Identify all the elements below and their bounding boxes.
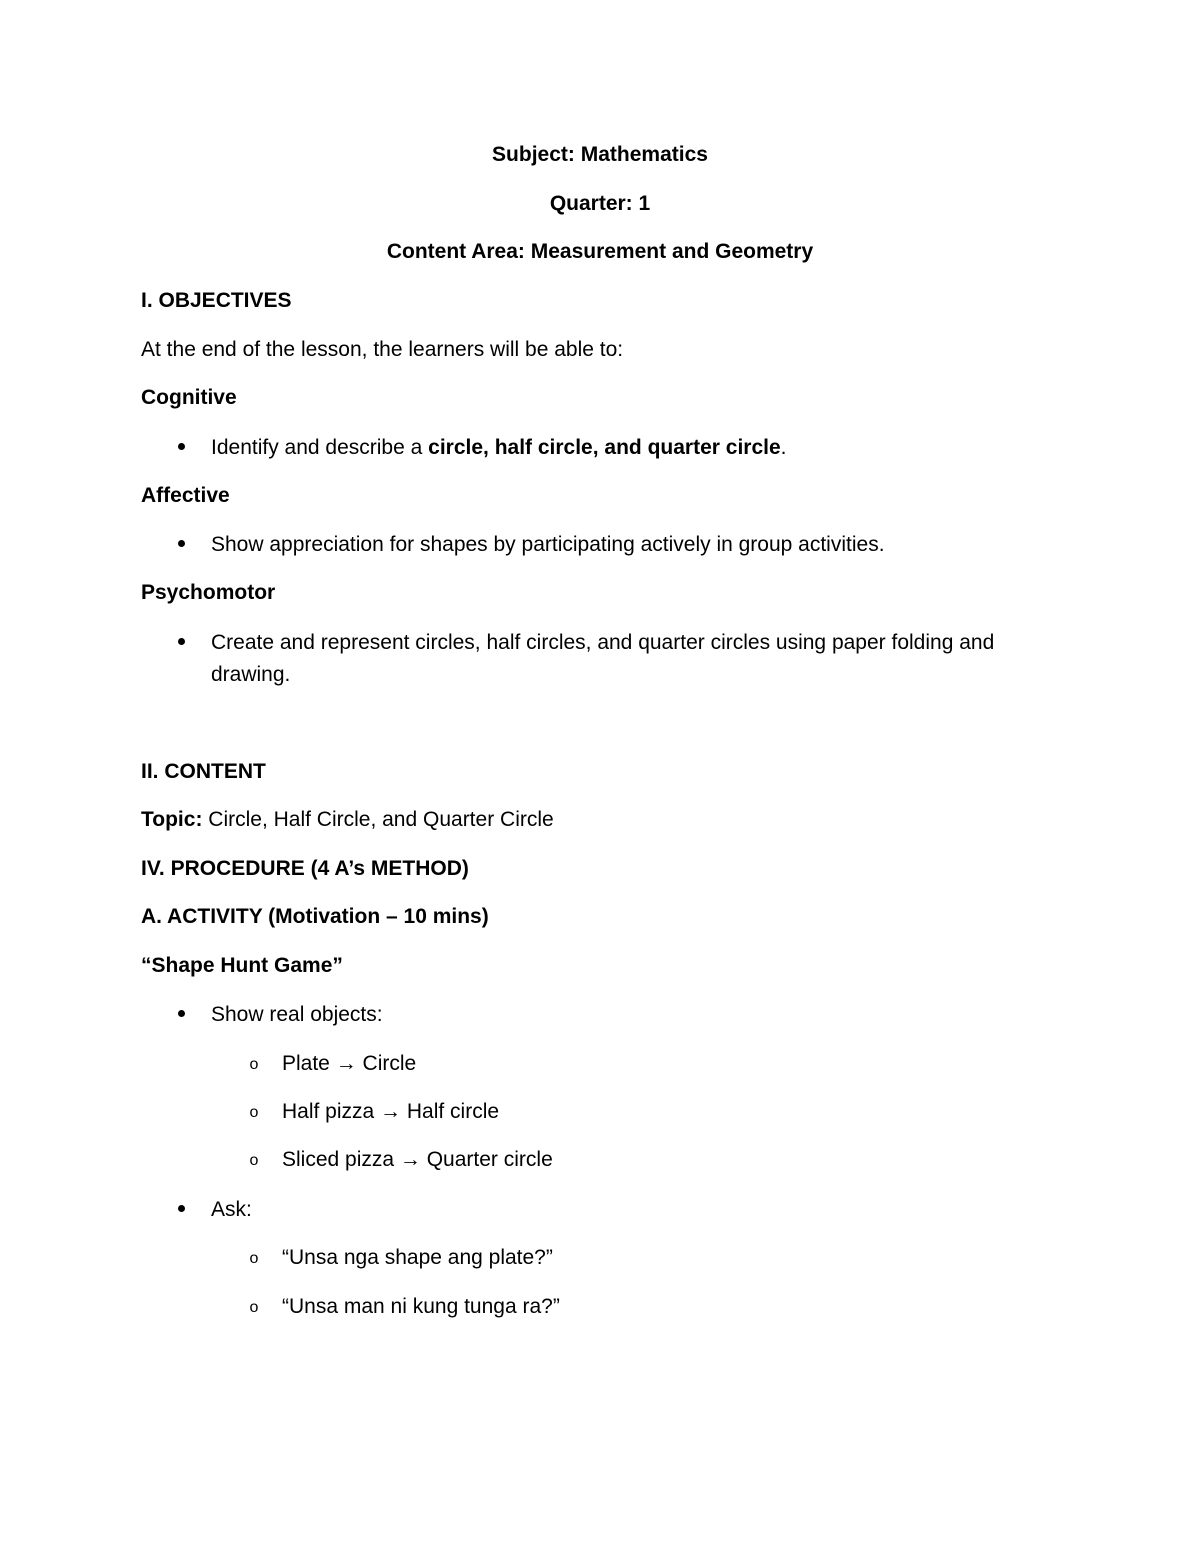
- bullet-icon: [172, 530, 190, 560]
- show-label: Show real objects:: [211, 1003, 383, 1026]
- bullet-icon: [172, 628, 190, 658]
- object-item: Plate → Circle: [282, 1052, 417, 1075]
- sub-bullet-icon: o: [249, 1250, 259, 1267]
- content-heading: II. CONTENT: [141, 760, 266, 783]
- object-item: Sliced pizza → Quarter circle: [282, 1148, 553, 1171]
- objectives-intro: At the end of the lesson, the learners will be able to:: [141, 338, 624, 361]
- activity-heading: A. ACTIVITY (Motivation – 10 mins): [141, 905, 489, 928]
- cognitive-item-suffix: .: [780, 436, 787, 459]
- sub-bullet-icon: o: [249, 1104, 259, 1121]
- bullet-icon: [172, 1000, 190, 1030]
- question-item: “Unsa nga shape ang plate?”: [282, 1246, 553, 1269]
- cognitive-label: Cognitive: [141, 386, 237, 409]
- affective-item: Show appreciation for shapes by participating actively in group activities.: [211, 533, 885, 556]
- ask-label: Ask:: [211, 1198, 252, 1221]
- content-area-line: Content Area: Measurement and Geometry: [386, 240, 814, 263]
- psychomotor-item-line1: Create and represent circles, half circles, and quarter circles using paper folding and: [211, 631, 995, 654]
- affective-label: Affective: [141, 484, 230, 507]
- game-title: “Shape Hunt Game”: [141, 954, 343, 977]
- objectives-heading: I. OBJECTIVES: [141, 289, 292, 312]
- sub-bullet-icon: o: [249, 1056, 259, 1073]
- subject-line: Subject: Mathematics: [492, 143, 708, 166]
- bullet-icon: [172, 433, 190, 463]
- topic-value: Circle, Half Circle, and Quarter Circle: [202, 808, 554, 831]
- cognitive-item-bold: circle, half circle, and quarter circle: [428, 436, 781, 459]
- cognitive-item-prefix: Identify and describe a: [211, 436, 429, 459]
- topic-label: Topic:: [141, 808, 203, 831]
- question-item: “Unsa man ni kung tunga ra?”: [282, 1295, 560, 1318]
- quarter-line: Quarter: 1: [549, 192, 651, 215]
- bullet-icon: [172, 1195, 190, 1225]
- psychomotor-item-line2: drawing.: [211, 663, 291, 686]
- cognitive-item: [211, 433, 786, 463]
- topic-line: [141, 805, 554, 835]
- sub-bullet-icon: o: [249, 1299, 259, 1316]
- sub-bullet-icon: o: [249, 1152, 259, 1169]
- object-item: Half pizza → Half circle: [282, 1100, 500, 1123]
- procedure-heading: IV. PROCEDURE (4 A’s METHOD): [141, 857, 469, 880]
- psychomotor-label: Psychomotor: [141, 581, 276, 604]
